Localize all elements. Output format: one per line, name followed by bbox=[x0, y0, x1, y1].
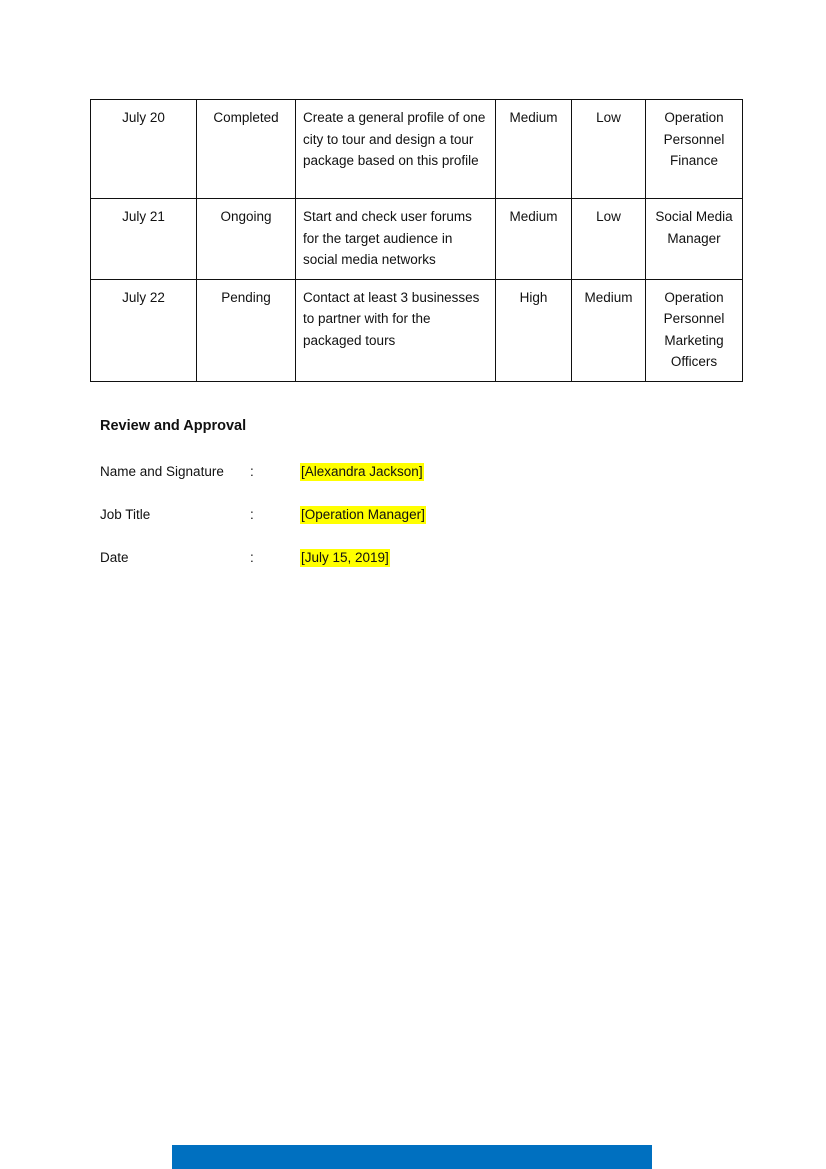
task-status: Ongoing bbox=[197, 199, 296, 280]
task-date: July 21 bbox=[91, 199, 197, 280]
separator-colon: : bbox=[250, 464, 254, 479]
task-date: July 22 bbox=[91, 279, 197, 381]
task-table bbox=[90, 99, 743, 382]
task-date: July 20 bbox=[91, 100, 197, 199]
table-row bbox=[91, 279, 743, 381]
job-title-value: [Operation Manager] bbox=[301, 507, 425, 522]
date-label: Date bbox=[100, 550, 129, 565]
task-owner: Social Media Manager bbox=[646, 199, 743, 280]
task-risk: Medium bbox=[572, 279, 646, 381]
separator-colon: : bbox=[250, 550, 254, 565]
table-row bbox=[91, 199, 743, 280]
name-signature-label: Name and Signature bbox=[100, 464, 224, 479]
name-signature-value: [Alexandra Jackson] bbox=[301, 464, 423, 479]
task-description: Contact at least 3 businesses to partner with for the packaged tours bbox=[296, 279, 496, 381]
task-risk: Low bbox=[572, 100, 646, 199]
task-priority: High bbox=[496, 279, 572, 381]
footer-bar bbox=[172, 1145, 652, 1169]
task-owner: Operation Personnel Marketing Officers bbox=[646, 279, 743, 381]
task-risk: Low bbox=[572, 199, 646, 280]
review-heading: Review and Approval bbox=[100, 418, 247, 434]
task-status: Pending bbox=[197, 279, 296, 381]
task-description: Start and check user forums for the target audience in social media networks bbox=[296, 199, 496, 280]
task-priority: Medium bbox=[496, 100, 572, 199]
task-owner: Operation Personnel Finance bbox=[646, 100, 743, 199]
separator-colon: : bbox=[250, 507, 254, 522]
task-status: Completed bbox=[197, 100, 296, 199]
task-description: Create a general profile of one city to tour and design a tour package based on this profile bbox=[296, 100, 496, 199]
date-value: [July 15, 2019] bbox=[301, 550, 389, 565]
job-title-label: Job Title bbox=[100, 507, 151, 522]
table-row bbox=[91, 100, 743, 199]
task-priority: Medium bbox=[496, 199, 572, 280]
